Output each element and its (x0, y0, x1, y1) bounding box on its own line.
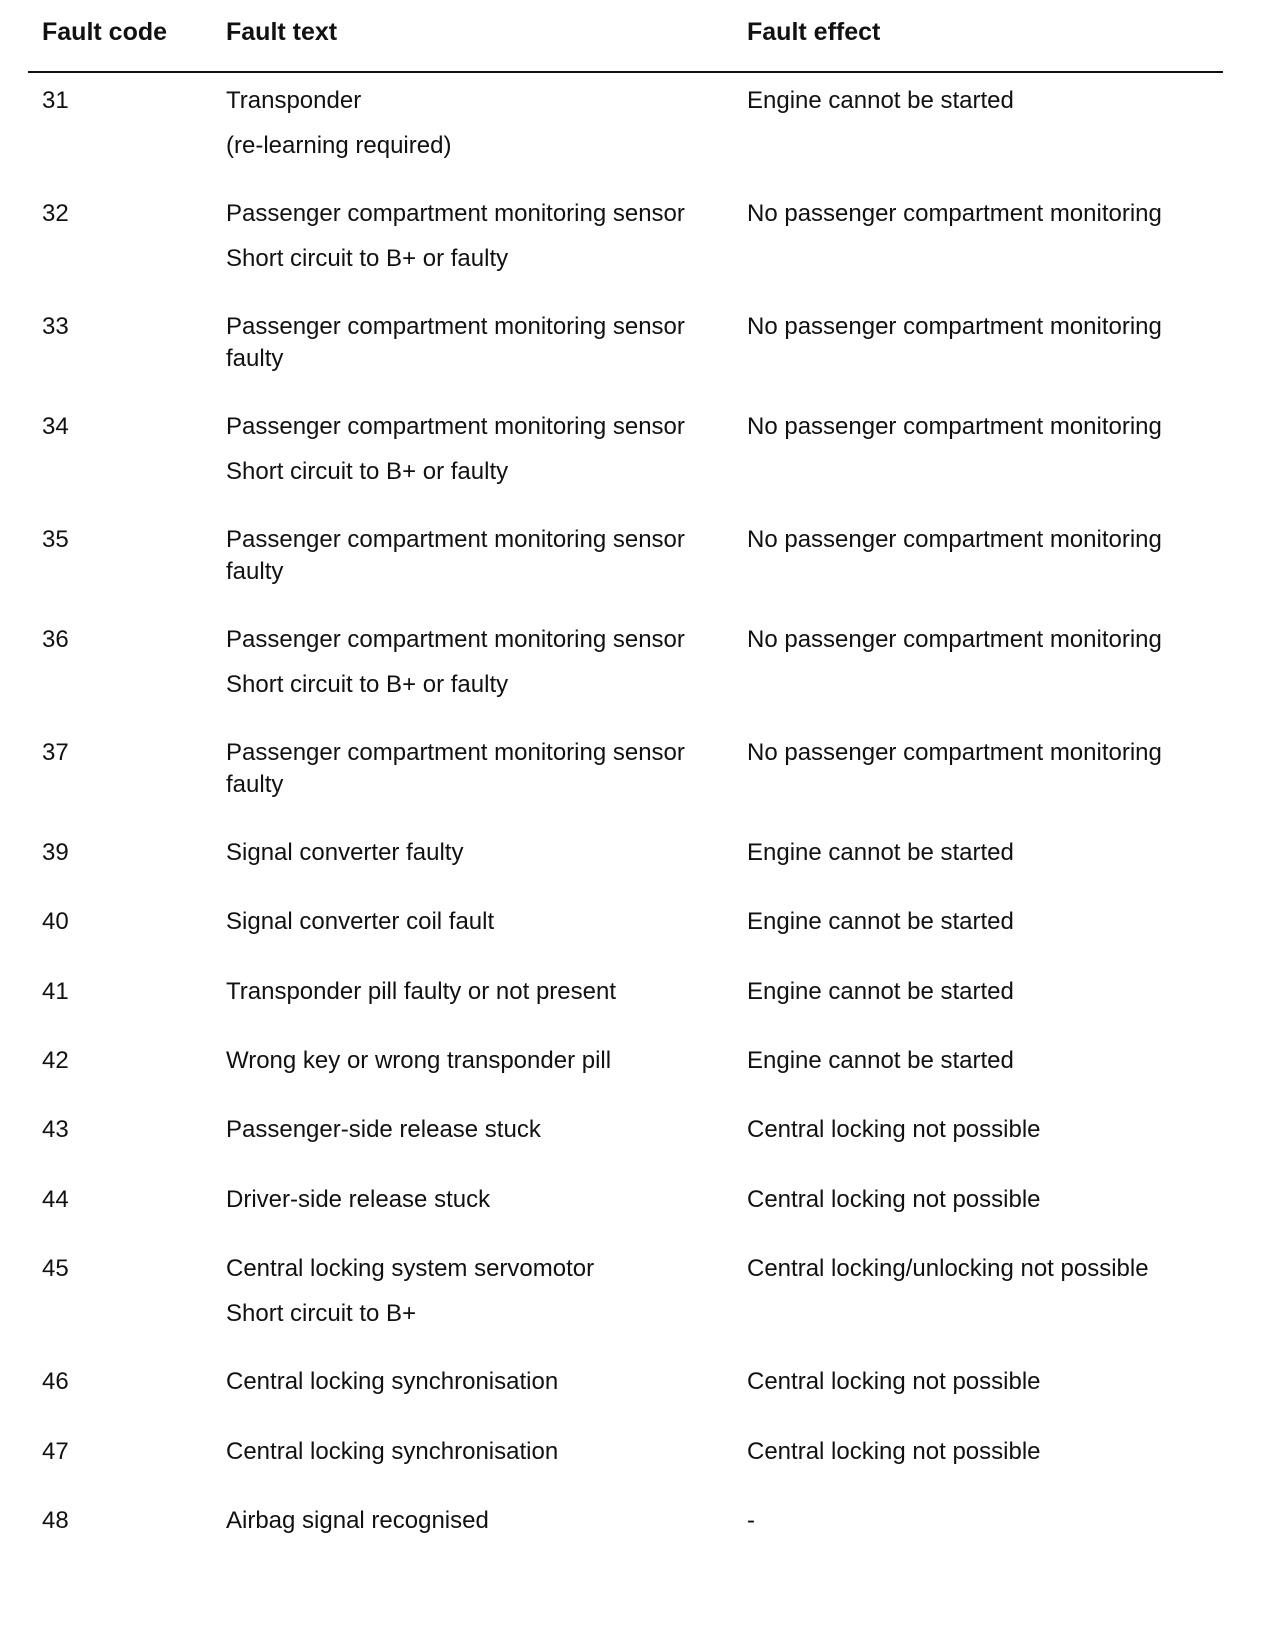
fault-code: 43 (42, 1116, 69, 1143)
fault-code: 48 (42, 1507, 69, 1534)
fault-code: 39 (42, 839, 69, 866)
fault-text-line: (re-learning required) (226, 132, 452, 159)
fault-code: 35 (42, 526, 69, 553)
fault-effect: Central locking not possible (747, 1368, 1041, 1395)
fault-text-line: Passenger compartment monitoring sensor (226, 413, 685, 440)
fault-text-line: Transponder (226, 87, 362, 114)
fault-text (226, 412, 685, 487)
fault-text-line: faulty (226, 345, 284, 372)
fault-effect: Central locking not possible (747, 1438, 1041, 1465)
fault-text (226, 199, 685, 274)
fault-text-line: Airbag signal recognised (226, 1507, 489, 1534)
fault-effect: No passenger compartment monitoring (747, 526, 1162, 553)
fault-text (226, 977, 616, 1007)
fault-code: 36 (42, 626, 69, 653)
fault-effect: Engine cannot be started (747, 839, 1014, 866)
fault-text-line: Central locking system servomotor (226, 1255, 595, 1282)
fault-effect: No passenger compartment monitoring (747, 313, 1162, 340)
fault-text (226, 907, 494, 937)
column-header-fault-code: Fault code (42, 18, 168, 46)
fault-effect: Engine cannot be started (747, 1047, 1014, 1074)
fault-text-line: Passenger-side release stuck (226, 1116, 541, 1143)
fault-text-line: Short circuit to B+ (226, 1300, 417, 1327)
header-divider (28, 71, 1223, 73)
fault-text-line: Central locking synchronisation (226, 1438, 559, 1465)
fault-code: 33 (42, 313, 69, 340)
fault-text-line: faulty (226, 771, 284, 798)
fault-effect: No passenger compartment monitoring (747, 739, 1162, 766)
fault-code: 47 (42, 1438, 69, 1465)
table-header (0, 0, 1280, 72)
fault-effect: Central locking not possible (747, 1116, 1041, 1143)
fault-effect: Engine cannot be started (747, 87, 1014, 114)
fault-text (226, 1506, 489, 1536)
fault-text-line: Passenger compartment monitoring sensor (226, 313, 685, 340)
fault-effect: Central locking not possible (747, 1186, 1041, 1213)
fault-text (226, 1254, 594, 1329)
fault-effect: Engine cannot be started (747, 908, 1014, 935)
fault-text (226, 86, 451, 161)
fault-effect: - (747, 1507, 755, 1534)
fault-effect: No passenger compartment monitoring (747, 413, 1162, 440)
fault-text (226, 1115, 541, 1145)
fault-effect: No passenger compartment monitoring (747, 626, 1162, 653)
fault-code: 46 (42, 1368, 69, 1395)
fault-code: 44 (42, 1186, 69, 1213)
fault-code: 45 (42, 1255, 69, 1282)
fault-text-line: Signal converter coil fault (226, 908, 495, 935)
fault-code: 42 (42, 1047, 69, 1074)
fault-text (226, 625, 685, 700)
fault-text-line: Passenger compartment monitoring sensor (226, 200, 685, 227)
fault-text-line: Short circuit to B+ or faulty (226, 458, 509, 485)
fault-text (226, 1185, 490, 1215)
fault-text-line: Central locking synchronisation (226, 1368, 559, 1395)
fault-text (226, 312, 685, 374)
fault-text-line: Passenger compartment monitoring sensor (226, 526, 685, 553)
fault-text-line: Short circuit to B+ or faulty (226, 671, 509, 698)
fault-text-line: Transponder pill faulty or not present (226, 978, 616, 1005)
fault-text-line: Signal converter faulty (226, 839, 464, 866)
fault-code: 41 (42, 978, 69, 1005)
fault-code: 37 (42, 739, 69, 766)
fault-text (226, 1367, 558, 1397)
fault-text (226, 1046, 611, 1076)
fault-effect: No passenger compartment monitoring (747, 200, 1162, 227)
fault-text (226, 525, 685, 587)
fault-text (226, 1437, 558, 1467)
fault-effect: Central locking/unlocking not possible (747, 1255, 1149, 1282)
column-header-fault-effect: Fault effect (747, 18, 881, 46)
fault-text (226, 738, 685, 800)
fault-text-line: Wrong key or wrong transponder pill (226, 1047, 612, 1074)
fault-code: 32 (42, 200, 69, 227)
fault-text-line: Short circuit to B+ or faulty (226, 245, 509, 272)
column-header-fault-text: Fault text (226, 18, 338, 46)
fault-code: 34 (42, 413, 69, 440)
fault-text-line: Passenger compartment monitoring sensor (226, 626, 685, 653)
fault-text-line: Driver-side release stuck (226, 1186, 491, 1213)
fault-text-line: faulty (226, 558, 284, 585)
fault-text (226, 838, 463, 868)
fault-code: 40 (42, 908, 69, 935)
fault-code: 31 (42, 87, 69, 114)
fault-text-line: Passenger compartment monitoring sensor (226, 739, 685, 766)
fault-effect: Engine cannot be started (747, 978, 1014, 1005)
